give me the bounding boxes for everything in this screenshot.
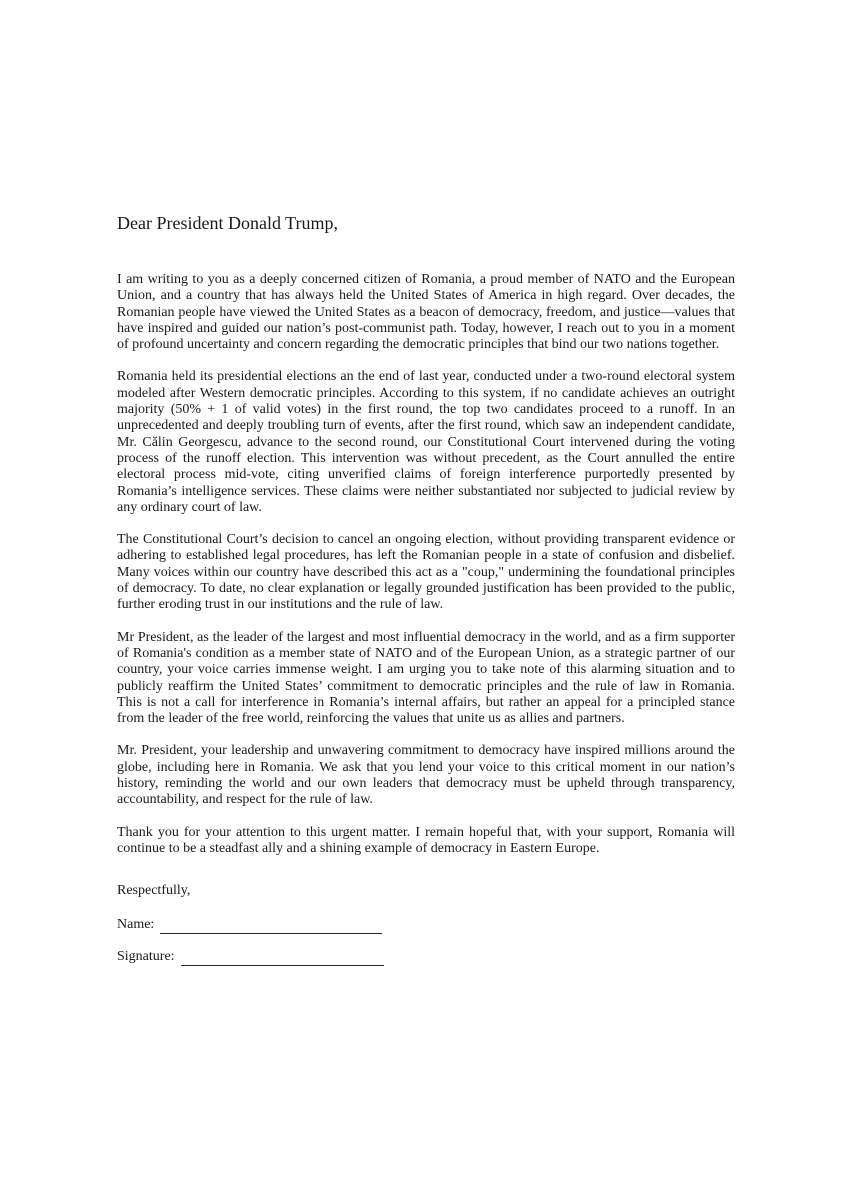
closing: Respectfully, [117, 883, 191, 899]
paragraph-court-decision: The Constitutional Court’s decision to cancel an ongoing election, without providing transparent evidence or adhering to established legal procedures, has left the Romanian people in a state of confusion and disbelief. Many voices within our country have described this act as a "coup," undermining the foundational principles of democracy. To date, no clear explanation or legally grounded justification has been provided to the public, further eroding trust in our institutions and the rule of law. [117, 532, 735, 613]
name-label: Name: [117, 917, 155, 933]
name-field [117, 916, 735, 934]
paragraph-intro: I am writing to you as a deeply concerned citizen of Romania, a proud member of NATO and the European Union, and a country that has always held the United States of America in high regard. Over decades, the Romanian people have viewed the United States as a beacon of democracy, freedom, and justice—values that have inspired and guided our nation’s post-communist path. Today, however, I reach out to you in a moment of profound uncertainty and concern regarding the democratic principles that bind our two nations together. [117, 272, 735, 353]
letter-body [117, 208, 735, 980]
signature-blank-line[interactable] [181, 953, 384, 966]
paragraph-appeal: Mr President, as the leader of the largest and most influential democracy in the world, and as a firm supporter of Romania's condition as a member state of NATO and of the European Union, as a strategic partner of our country, your voice carries immense weight. I am urging you to take note of this alarming situation and to publicly reaffirm the United States’ commitment to democratic principles and the rule of law in Romania. This is not a call for interference in Romania’s internal affairs, but rather an appeal for a principled stance from the leader of the free world, reinforcing the values that unite us as allies and partners. [117, 629, 735, 727]
name-blank-line[interactable] [160, 921, 382, 934]
paragraph-leadership: Mr. President, your leadership and unwavering commitment to democracy have inspired millions around the globe, including here in Romania. We ask that you lend your voice to this critical moment in our nation’s history, reminding the world and our own leaders that democracy must be upheld through transparency, accountability, and respect for the rule of law. [117, 743, 735, 808]
signature-label: Signature: [117, 949, 175, 965]
paragraph-elections: Romania held its presidential elections an the end of last year, conducted under a two-round electoral system modeled after Western democratic principles. According to this system, if no candidate achieves an outright majority (50% + 1 of valid votes) in the first round, the top two candidates proceed to a runoff. In an unprecedented and deeply troubling turn of events, after the first round, which saw an independent candidate, Mr. Călin Georgescu, advance to the second round, our Constitutional Court intervened during the voting process of the runoff election. This intervention was without precedent, as the Court annulled the entire electoral process mid-vote, citing unverified claims of foreign interference purportedly presented by Romania’s intelligence services. These claims were neither substantiated nor subjected to judicial review by any ordinary court of law. [117, 369, 735, 515]
paragraph-thanks: Thank you for your attention to this urgent matter. I remain hopeful that, with your support, Romania will continue to be a steadfast ally and a shining example of democracy in Eastern Europe. [117, 824, 735, 856]
signature-field [117, 948, 735, 966]
salutation: Dear President Donald Trump, [117, 213, 338, 233]
